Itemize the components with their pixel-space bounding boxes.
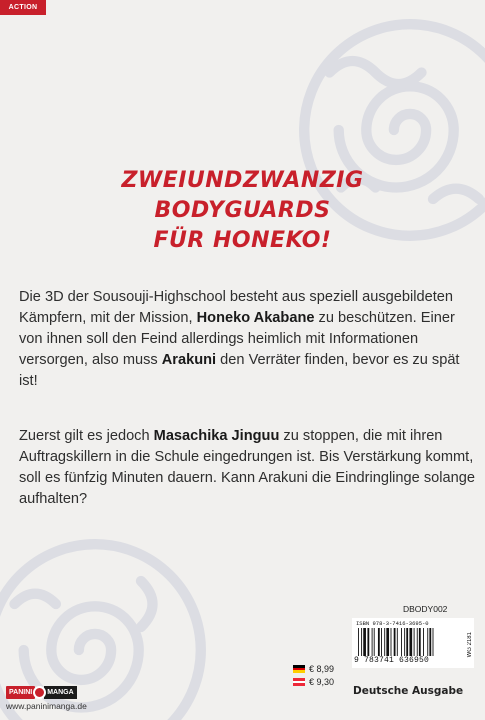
blurb-text: Die 3D der Sousouji-Highschool besteht aus speziell ausgebildeten Kämpfern, mit der Mission, [19,289,454,326]
price-germany [293,664,334,674]
germany-flag-icon [293,665,305,673]
price-austria [293,677,334,687]
barcode-icon [356,628,460,656]
barcode-box [352,618,474,668]
product-code: DBODY002 [403,604,448,614]
headline [0,166,485,256]
blurb-paragraph-2 [19,426,475,510]
logo-panini: PANINI [6,686,35,699]
austria-flag-icon [293,678,305,686]
character-name: Honeko Akabane [196,310,315,326]
blurb-text: zu stoppen, die mit ihren Auftragskillern in die Schule eingedrungen ist. Bis Verstärkung kommt, soll es fünfzig Minuten dauern. Kann Arakuni die Eindringlinge solange aufhalten? [19,428,475,507]
blurb-text: zu beschützen. Einer von ihnen soll den Feind allerdings heimlich mit Informationen versorgen, also muss [19,310,455,368]
isbn-text: ISBN 978-3-7416-3695-0 [356,620,429,627]
edition-label: Deutsche Ausgabe [353,685,464,697]
website-url: www.paninimanga.de [6,701,87,711]
price-value: € 8,99 [309,664,335,674]
genre-tab: ACTION [0,0,46,15]
price-value: € 9,30 [309,677,335,687]
wg-code: WG 2181 [467,632,473,658]
blurb-text: den Verräter finden, bevor es zu spät ist! [19,352,460,389]
character-name: Arakuni [161,352,217,368]
headline-line: BODYGUARDS [154,198,331,223]
logo-manga: MANGA [44,686,76,699]
publisher-logo [6,685,77,699]
blurb-text: Zuerst gilt es jedoch [19,428,154,444]
logo-dot-icon [33,686,46,699]
character-name: Masachika Jinguu [153,428,280,444]
headline-line: FÜR HONEKO! [153,228,332,253]
headline-line: ZWEIUNDZWANZIG [121,168,364,193]
barcode-digits: 9 783741 636950 [354,656,430,665]
blurb-paragraph-1 [19,287,475,392]
